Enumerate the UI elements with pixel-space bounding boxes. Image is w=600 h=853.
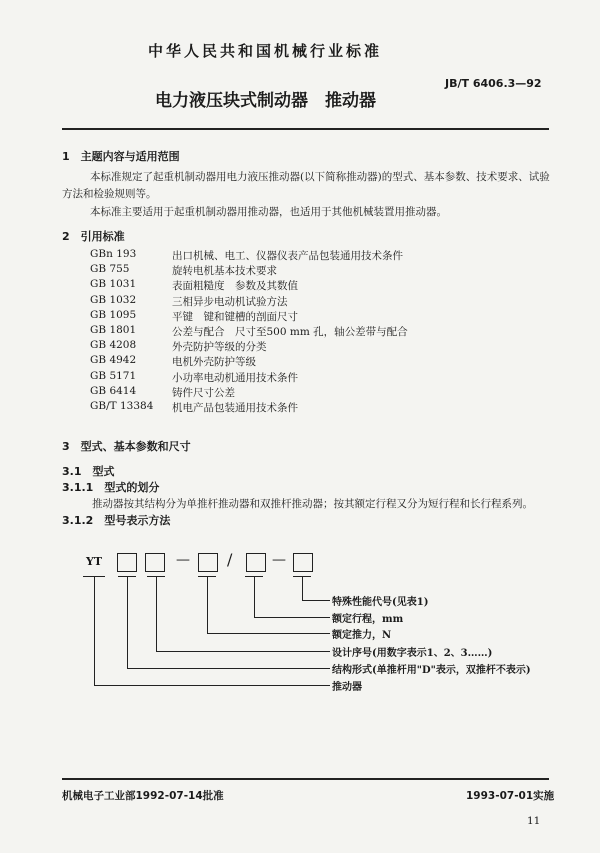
- section-1-heading: 1 主题内容与适用范围: [62, 150, 180, 163]
- section-1-para1-line1: 本标准规定了起重机制动器用电力液压推动器(以下简称推动器)的型式、基本参数、技术要求、试验: [90, 171, 550, 183]
- structure-box: [117, 553, 137, 572]
- leader-line: [302, 600, 330, 601]
- leader-line: [127, 576, 128, 668]
- header-divider: [62, 128, 549, 130]
- section-1-para2: 本标准主要适用于起重机制动器用推动器，也适用于其他机械装置用推动器。: [90, 206, 447, 218]
- leader-line: [207, 633, 330, 634]
- diagram-dash-2: —: [272, 552, 286, 568]
- reference-code: GB 4208: [90, 339, 137, 352]
- diagram-label: 特殊性能代号(见表1): [332, 597, 429, 608]
- reference-code: GB 755: [90, 263, 130, 276]
- leader-line: [94, 576, 95, 685]
- reference-code: GB 5171: [90, 369, 137, 382]
- diagram-label: 设计序号(用数字表示1、2、3……): [332, 648, 493, 659]
- page-number: 11: [527, 815, 541, 827]
- reference-title: 平键 键和键槽的剖面尺寸: [172, 310, 298, 323]
- leader-line: [156, 576, 157, 651]
- diagram-label: 结构形式(单推杆用"D"表示，双推杆不表示): [332, 665, 531, 676]
- section-3-1-2-heading: 3.1.2 型号表示方法: [62, 514, 171, 527]
- reference-code: GB 6414: [90, 384, 137, 397]
- leader-line: [156, 651, 330, 652]
- section-3-1-heading: 3.1 型式: [62, 465, 115, 478]
- section-2-heading: 2 引用标准: [62, 230, 125, 243]
- leader-line: [127, 668, 330, 669]
- diagram-label: 额定推力，N: [332, 630, 392, 641]
- reference-title: 旋转电机基本技术要求: [172, 265, 277, 278]
- leader-line: [254, 617, 330, 618]
- reference-title: 公差与配合 尺寸至500 mm 孔，轴公差带与配合: [172, 326, 408, 338]
- reference-title: 小功率电动机通用技术条件: [172, 371, 298, 384]
- org-standard-header: 中华人民共和国机械行业标准: [148, 42, 383, 60]
- reference-title: 电机外壳防护等级: [172, 356, 256, 369]
- stroke-box: [246, 553, 266, 572]
- reference-title: 出口机械、电工、仪器仪表产品包装通用技术条件: [172, 250, 403, 262]
- standard-code: JB/T 6406.3—92: [445, 77, 542, 90]
- reference-code: GB 1031: [90, 278, 137, 291]
- reference-code: GB 1032: [90, 293, 137, 306]
- diagram-slash: /: [227, 550, 233, 569]
- reference-code: GB 1095: [90, 308, 137, 321]
- reference-title: 外壳防护等级的分类: [172, 341, 267, 354]
- section-3-1-1-text: 推动器按其结构分为单推杆推动器和双推杆推动器；按其额定行程又分为短行程和长行程系列。: [92, 498, 533, 510]
- diagram-label: 推动器: [332, 682, 362, 693]
- special-code-box: [293, 553, 313, 572]
- reference-code: GB 1801: [90, 324, 137, 336]
- leader-line: [302, 576, 303, 600]
- thrust-box: [198, 553, 218, 572]
- footer-divider: [62, 778, 549, 780]
- leader-line: [207, 576, 208, 633]
- reference-title: 表面粗糙度 参数及其数值: [172, 280, 298, 293]
- reference-code: GB/T 13384: [90, 400, 154, 412]
- section-1-para1-line2: 方法和检验规则等。: [62, 188, 157, 200]
- reference-title: 机电产品包装通用技术条件: [172, 402, 298, 414]
- approval-date: 机械电子工业部1992-07-14批准: [62, 790, 224, 802]
- reference-title: 三相异步电动机试验方法: [172, 295, 288, 308]
- diagram-dash-1: —: [176, 552, 190, 568]
- document-title: 电力液压块式制动器 推动器: [155, 91, 376, 111]
- reference-title: 铸件尺寸公差: [172, 386, 235, 399]
- diagram-prefix: YT: [86, 555, 103, 568]
- reference-code: GB 4942: [90, 354, 137, 367]
- section-3-1-1-heading: 3.1.1 型式的划分: [62, 481, 160, 494]
- leader-line: [254, 576, 255, 617]
- reference-code: GBn 193: [90, 248, 137, 260]
- diagram-label: 额定行程，mm: [332, 614, 404, 625]
- leader-line: [94, 685, 330, 686]
- design-seq-box: [145, 553, 165, 572]
- effective-date: 1993-07-01实施: [466, 790, 555, 802]
- section-3-heading: 3 型式、基本参数和尺寸: [62, 440, 191, 453]
